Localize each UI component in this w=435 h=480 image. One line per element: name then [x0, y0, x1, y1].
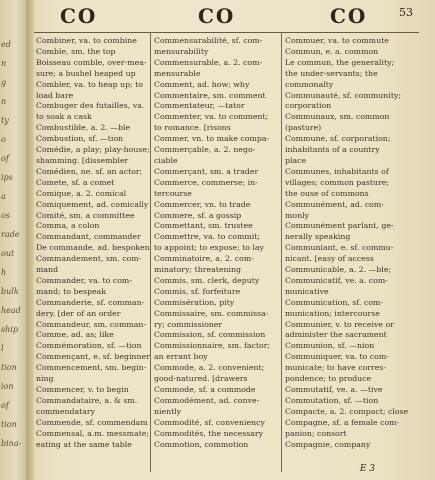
dictionary-entry-line: Communes, inhabitants of: [285, 166, 389, 176]
gutter-fragment: rade: [1, 230, 20, 239]
dictionary-entry-line: Combustion, sf. —tion: [36, 134, 124, 144]
dictionary-entry-line: Commotion, commotion: [154, 439, 249, 449]
dictionary-entry-line: Commutation, sf. —tion: [285, 395, 379, 405]
dictionary-entry-line: Boisseau comble, over-mea-: [36, 57, 147, 67]
dictionary-entry-line: Combler, va. to heap up; to: [36, 79, 143, 89]
dictionary-entry-line: ning: [36, 374, 54, 384]
dictionary-entry-line: Commerçable, a. 2. nego-: [154, 145, 256, 155]
dictionary-entry-line: dery. [der of an order: [36, 308, 121, 318]
dictionary-entry-line: Commis, sf. forfeiture: [154, 286, 241, 296]
dictionary-entry-line: Comité, sm. a committee: [36, 210, 135, 220]
dictionary-entry-line: Commençant, e. sf. beginner: [36, 352, 150, 362]
dictionary-entry-line: Commettre, va. to commit;: [154, 232, 261, 242]
dictionary-entry-line: administer the sacrament: [285, 330, 387, 340]
dictionary-entry-line: Commensurabilité, sf. com-: [154, 36, 263, 45]
dictionary-entry-line: Comma, a colon: [36, 221, 100, 231]
page-fold: [26, 0, 34, 480]
dictionary-entry-line: Commutatif, ve. a. —tive: [285, 385, 383, 394]
dictionary-entry-line: Combuger des futailles, va.: [36, 101, 145, 111]
dictionary-entry-line: Commission, sf. commission: [154, 330, 266, 340]
dictionary-entry-line: nicant. [easy of access: [285, 254, 374, 264]
dictionary-entry-line: Communaux, sm. common: [285, 112, 390, 122]
dictionary-entry-line: Communion, sf. —nion: [285, 341, 375, 351]
dictionary-entry-line: mand: [36, 265, 59, 275]
dictionary-entry-line: mensurability: [154, 46, 209, 56]
dictionary-entry-line: Commune, sf. corporation;: [285, 134, 391, 144]
gutter-fragment: o: [1, 135, 6, 144]
dictionary-entry-line: Commandement, sm. com-: [36, 254, 142, 264]
gutter-fragment: tion: [1, 363, 17, 372]
dictionary-entry-line: Commencer, v. to begin: [36, 385, 129, 394]
dictionary-entry-line: municate; to have corres-: [285, 363, 387, 373]
dictionary-entry-line: monly: [285, 210, 310, 220]
dictionary-entry-line: commendatary: [36, 406, 96, 416]
dictionary-entry-line: nerally speaking: [285, 232, 351, 242]
dictionary-entry-line: Comédie, a play; play-house;: [36, 145, 150, 155]
dictionary-entry-line: mensurable: [154, 68, 201, 78]
dictionary-entry-line: Commandant, commander: [36, 232, 141, 242]
gutter-fragment: ship: [1, 325, 18, 334]
dictionary-entry-line: Communauté, sf. community;: [285, 90, 401, 100]
dictionary-entry-line: Comme, ad. as; like: [36, 330, 114, 340]
dictionary-entry-line: (pasture): [285, 123, 322, 133]
dictionary-entry-line: Commercer, vn. to trade: [154, 199, 251, 209]
dictionary-entry-line: villages; common pasture;: [285, 177, 390, 187]
dictionary-entry-line: Comédien, ne. sf. an actor;: [36, 166, 143, 176]
dictionary-entry-line: De commande, ad. bespoken: [36, 243, 150, 253]
dictionary-entry-line: Commémoration, sf. —tion: [36, 341, 142, 351]
dictionary-entry-line: Commanderie, sf. comman-: [36, 297, 145, 307]
dictionary-entry-line: Commuer, va. to commute: [285, 36, 389, 45]
gutter-fragment: of: [1, 154, 9, 163]
signature-mark: E 3: [359, 464, 375, 474]
dictionary-entry-line: Commer, vn. to make compa-: [154, 134, 270, 144]
column-left: [36, 36, 164, 450]
dictionary-entry-line: Communicable, a. 2. —ble;: [285, 265, 392, 275]
dictionary-entry-line: corporation: [285, 101, 332, 111]
dictionary-entry-line: Commodité, sf. conveniency: [154, 417, 265, 427]
gutter-fragment: l: [1, 344, 4, 353]
gutter-fragment: tion: [1, 420, 17, 429]
dictionary-entry-line: Communicatif, ve. a. com-: [285, 275, 388, 285]
dictionary-entry-line: Commere, sf. a gossip: [154, 210, 242, 220]
dictionary-entry-line: to romance. [risons: [154, 123, 231, 133]
dictionary-entry-line: minatory; threatening: [154, 265, 242, 275]
dictionary-entry-line: place: [285, 155, 307, 165]
dictionary-entry-line: Compacte, a. 2. compact; close: [285, 406, 409, 416]
previous-page-edge: [0, 0, 27, 480]
header-rule: [34, 32, 419, 33]
gutter-fragment: bulk: [1, 287, 19, 296]
dictionary-entry-line: Le commun, the generality;: [285, 57, 395, 67]
gutter-fragment: ed: [1, 40, 11, 49]
dictionary-entry-line: Commerce, commerse; in-: [154, 177, 258, 187]
dictionary-entry-line: inhabitants of a country: [285, 145, 380, 155]
dictionary-entry-line: ciable: [154, 155, 178, 165]
dictionary-entry-line: Compagne, sf. a female com-: [285, 417, 400, 427]
column-right: [285, 36, 413, 450]
dictionary-entry-line: Commode, a. 2. convenient;: [154, 363, 265, 373]
dictionary-entry-line: Comment, ad. how; why: [154, 79, 250, 89]
dictionary-entry-line: Commis, sm. clerk, deputy: [154, 275, 260, 285]
dictionary-entry-line: Commentaire, sm. comment: [154, 90, 266, 100]
gutter-fragment: g: [1, 78, 7, 87]
dictionary-entry-line: panion; consort: [285, 428, 347, 438]
dictionary-entry-line: Commode, sf. a commode: [154, 385, 256, 394]
dictionary-entry-line: an errant boy: [154, 352, 208, 362]
dictionary-entry-line: Commenter, va. to comment;: [154, 112, 269, 122]
dictionary-entry-line: sure; a bushel heaped up: [36, 68, 136, 78]
dictionary-entry-line: Communication, sf. com-: [285, 297, 383, 307]
dictionary-entry-line: Combustible, a. 2. —ble: [36, 123, 131, 133]
gutter-fragment: h: [1, 268, 7, 277]
dictionary-entry-line: Commensurable, a. 2. com-: [154, 57, 263, 67]
dictionary-entry-line: Commissaire, sm. commissa-: [154, 308, 269, 318]
dictionary-entry-line: the under-servants; the: [285, 68, 378, 78]
gutter-fragment: bina-: [1, 439, 22, 448]
dictionary-entry-line: Commun, e. a. common: [285, 46, 379, 56]
dictionary-entry-line: Commandeur, sm. comman-: [36, 319, 147, 329]
dictionary-entry-line: Commende, sf. commendam: [36, 417, 148, 427]
dictionary-entry-line: eating at the same table: [36, 439, 132, 449]
header-right: CO: [330, 4, 368, 28]
dictionary-entry-line: municative: [285, 286, 329, 296]
dictionary-entry-line: Communiant, e. sf. commu-: [285, 243, 394, 253]
dictionary-entry-line: commonalty: [285, 79, 334, 89]
dictionary-entry-line: to soak a cask: [36, 112, 92, 122]
dictionary-entry-line: Communier, v. to receive or: [285, 319, 394, 329]
dictionary-entry-line: Commentateur, —tator: [154, 101, 245, 111]
gutter-fragment: n: [1, 59, 7, 68]
dictionary-entry-line: Compagnie, company: [285, 439, 371, 449]
dictionary-entry-line: the ouse of commons: [285, 188, 369, 198]
gutter-fragment: ips: [1, 173, 13, 182]
column-middle: [154, 36, 282, 450]
dictionary-entry-line: Commandataire, a. & sm.: [36, 395, 138, 405]
dictionary-entry-line: load bare: [36, 90, 74, 100]
dictionary-entry-line: Comique, a. 2. comical: [36, 188, 127, 198]
dictionary-entry-line: Commensal, a.m. messmate;: [36, 428, 150, 438]
dictionary-entry-line: ry; commissioner: [154, 319, 223, 329]
dictionary-entry-line: Commodément, ad. conve-: [154, 395, 260, 405]
dictionary-entry-line: mand; to bespeak: [36, 286, 107, 296]
dictionary-entry-line: Commerçant, sm. a trader: [154, 166, 259, 176]
dictionary-entry-line: Commodités, the necessary: [154, 428, 263, 438]
dictionary-entry-line: munication; intercourse: [285, 308, 380, 318]
dictionary-entry-line: Commencement, sm. begin-: [36, 363, 147, 373]
gutter-fragment: head: [1, 306, 21, 315]
gutter-fragment: of: [1, 401, 9, 410]
gutter-fragment: n: [1, 97, 7, 106]
dictionary-entry-line: Comiquement, ad. comically: [36, 199, 149, 209]
dictionary-entry-line: niently: [154, 406, 182, 416]
gutter-fragment: out: [1, 249, 15, 258]
dictionary-entry-line: Commettant, sm. trustee: [154, 221, 253, 231]
dictionary-entry-line: Commander, va. to com-: [36, 275, 132, 285]
dictionary-entry-line: pondence; to produce: [285, 374, 372, 384]
dictionary-entry-line: Communément parlant, ge-: [285, 221, 394, 231]
dictionary-entry-line: Communiquer, va. to com-: [285, 352, 389, 362]
dictionary-entry-line: Comete, sf. a comet: [36, 177, 115, 187]
dictionary-entry-line: Commissionnaire, sm. factor;: [154, 341, 271, 351]
dictionary-entry-line: Comble, sm. the top: [36, 46, 116, 56]
dictionary-entry-line: shamming. [dissembler: [36, 155, 129, 165]
gutter-fragment: ion: [1, 382, 14, 391]
header-left: CO: [60, 4, 98, 28]
dictionary-entry-line: Commisération, pity: [154, 297, 235, 307]
dictionary-entry-line: tercourse: [154, 188, 192, 198]
dictionary-entry-line: Communément, ad. com-: [285, 199, 384, 209]
header-middle: CO: [198, 4, 236, 28]
dictionary-entry-line: to appoint; to expose; to lay: [154, 243, 264, 253]
page-number: 53: [399, 6, 413, 19]
gutter-fragment: a: [1, 192, 6, 201]
gutter-fragment: os: [1, 211, 10, 220]
dictionary-entry-line: Comminatoire, a. 2. com-: [154, 254, 254, 264]
gutter-fragment: ty: [1, 116, 9, 125]
dictionary-entry-line: good-natured. [drawers: [154, 374, 248, 384]
dictionary-entry-line: Combiner, va. to combine: [36, 36, 137, 45]
